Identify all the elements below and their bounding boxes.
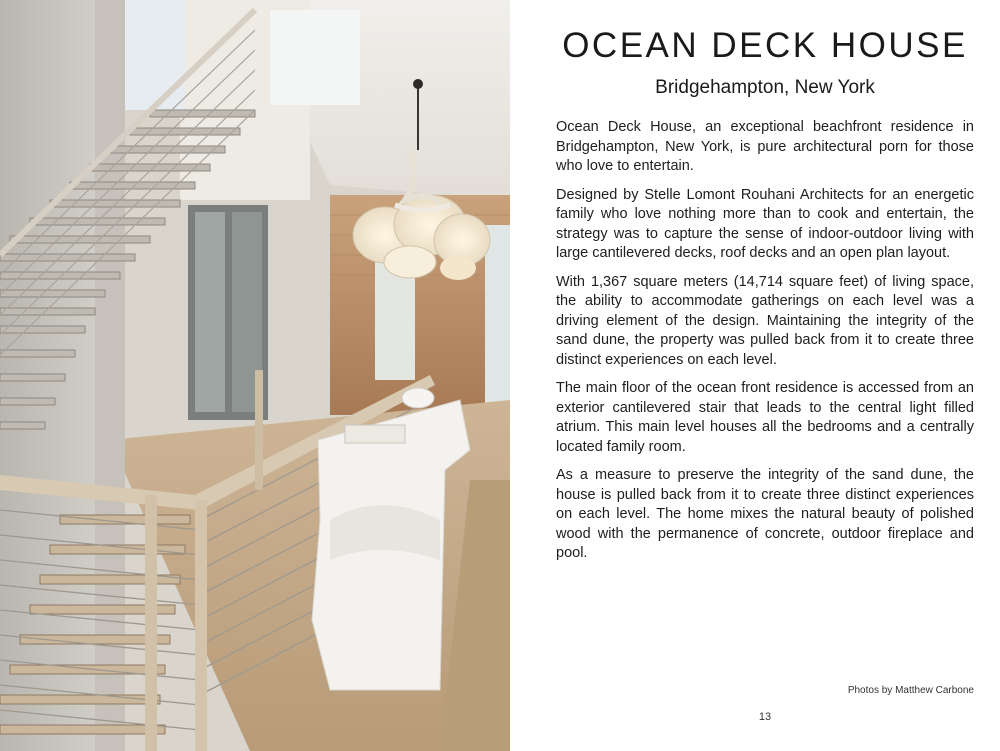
article-location: Bridgehampton, New York: [655, 77, 875, 98]
photo-credit: Photos by Matthew Carbone: [847, 685, 974, 696]
paragraph: As a measure to preserve the integrity of the sand dune, the house is pulled back from it to create three distinct experiences on each level. The home mixes the natural beauty of polished wood with the permanence of concrete, outdoor fireplace and pool.: [556, 467, 974, 561]
paragraph: With 1,367 square meters (14,714 square feet) of living space, the ability to accommodate gatherings on each level was a driving element of the design. Maintaining the integrity of the sand dune, the property was pulled back from it to create three distinct experiences on each level.: [556, 273, 974, 368]
page-number: 13: [758, 711, 772, 723]
paragraph: Designed by Stelle Lomont Rouhani Architects for an energetic family who love nothing more than to cook and entertain, the strategy was to capture the sense of indoor-outdoor living with large cantilevered decks, roof decks and an open plan layout.: [556, 186, 974, 261]
article-column: [556, 0, 974, 751]
article-body: [556, 118, 974, 573]
article-title: OCEAN DECK HOUSE: [562, 26, 968, 65]
paragraph: The main floor of the ocean front residence is accessed from an exterior cantilevered stair that leads to the central light filled atrium. This main level houses all the bedrooms and a centrally located family room.: [556, 380, 974, 455]
paragraph: Ocean Deck House, an exceptional beachfront residence in Bridgehampton, New York, is pure architectural porn for those who love to entertain.: [556, 119, 974, 174]
